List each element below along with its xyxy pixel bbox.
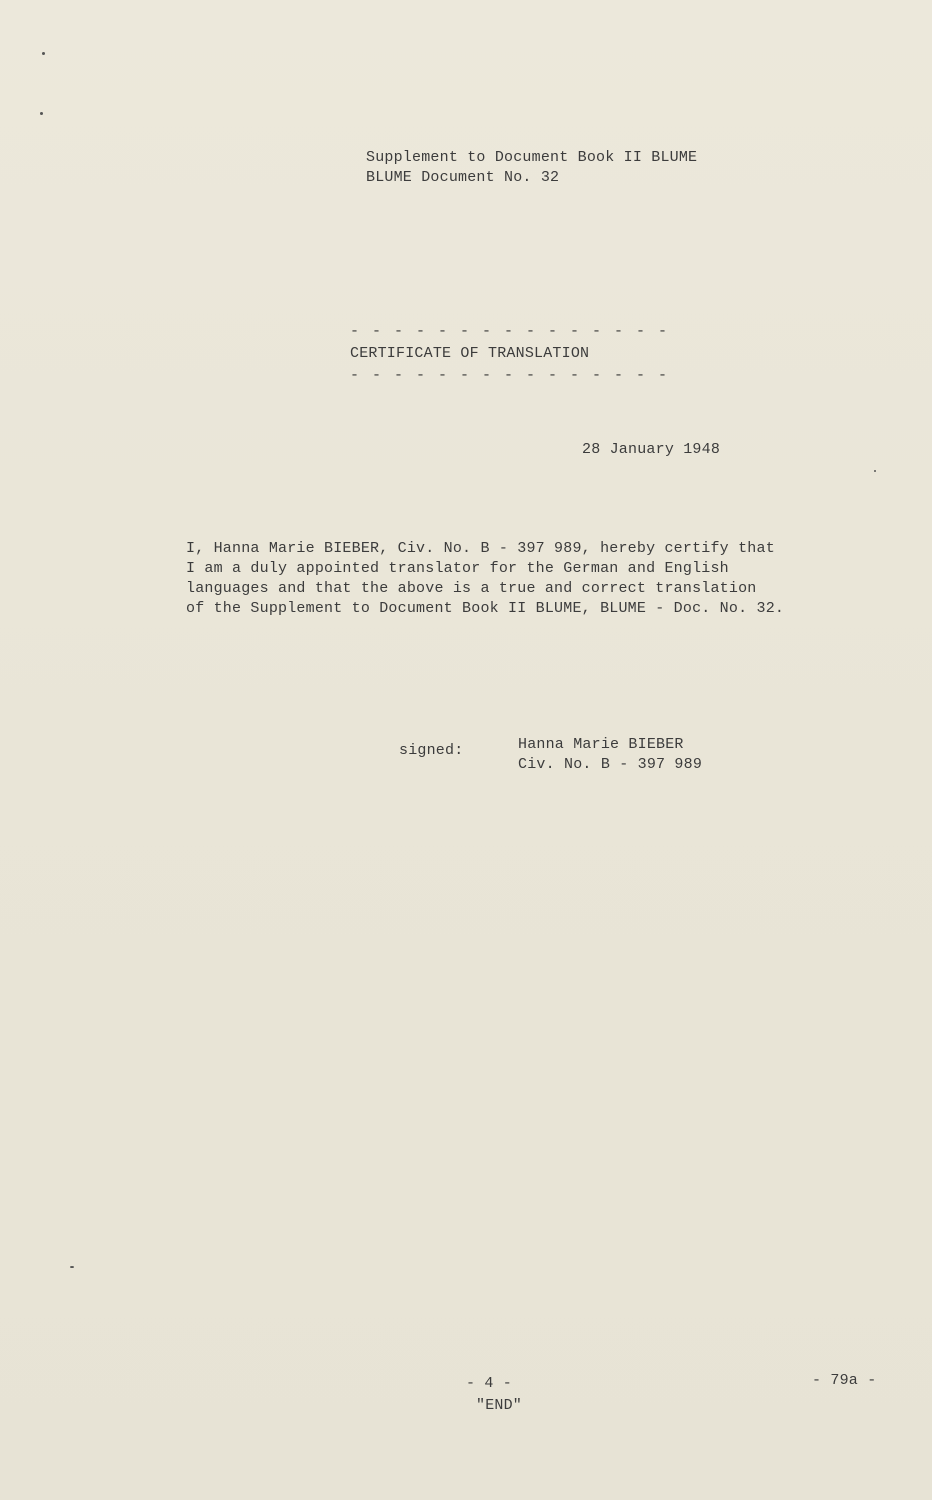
- page-number-right: - 79a -: [812, 1372, 877, 1389]
- scan-speck: [874, 470, 876, 472]
- signature-block: [518, 735, 702, 775]
- statement-line: of the Supplement to Document Book II BLUME, BLUME - Doc. No. 32.: [186, 600, 785, 617]
- signature-name: Hanna Marie BIEBER: [518, 736, 684, 753]
- end-mark: "END": [476, 1397, 523, 1414]
- title-rule-top: - - - - - - - - - - - - - - -: [350, 323, 670, 340]
- signed-label: signed:: [399, 742, 464, 759]
- statement-line: languages and that the above is a true and correct translation: [186, 580, 757, 597]
- document-header: [366, 148, 697, 188]
- certificate-title: CERTIFICATE OF TRANSLATION: [350, 345, 590, 362]
- scan-speck: [70, 1266, 74, 1268]
- document-date: 28 January 1948: [582, 441, 721, 458]
- page-number-center: - 4 -: [466, 1375, 513, 1392]
- statement-line: I am a duly appointed translator for the German and English: [186, 560, 729, 577]
- scan-speck: [40, 112, 43, 115]
- header-line-document-no: BLUME Document No. 32: [366, 169, 560, 186]
- certification-statement: [186, 539, 784, 619]
- signature-civ-no: Civ. No. B - 397 989: [518, 756, 703, 773]
- title-rule-bottom: - - - - - - - - - - - - - - -: [350, 367, 670, 384]
- statement-line: I, Hanna Marie BIEBER, Civ. No. B - 397 989, hereby certify that: [186, 540, 775, 557]
- header-line-supplement: Supplement to Document Book II BLUME: [366, 149, 698, 166]
- scan-speck: [42, 52, 45, 55]
